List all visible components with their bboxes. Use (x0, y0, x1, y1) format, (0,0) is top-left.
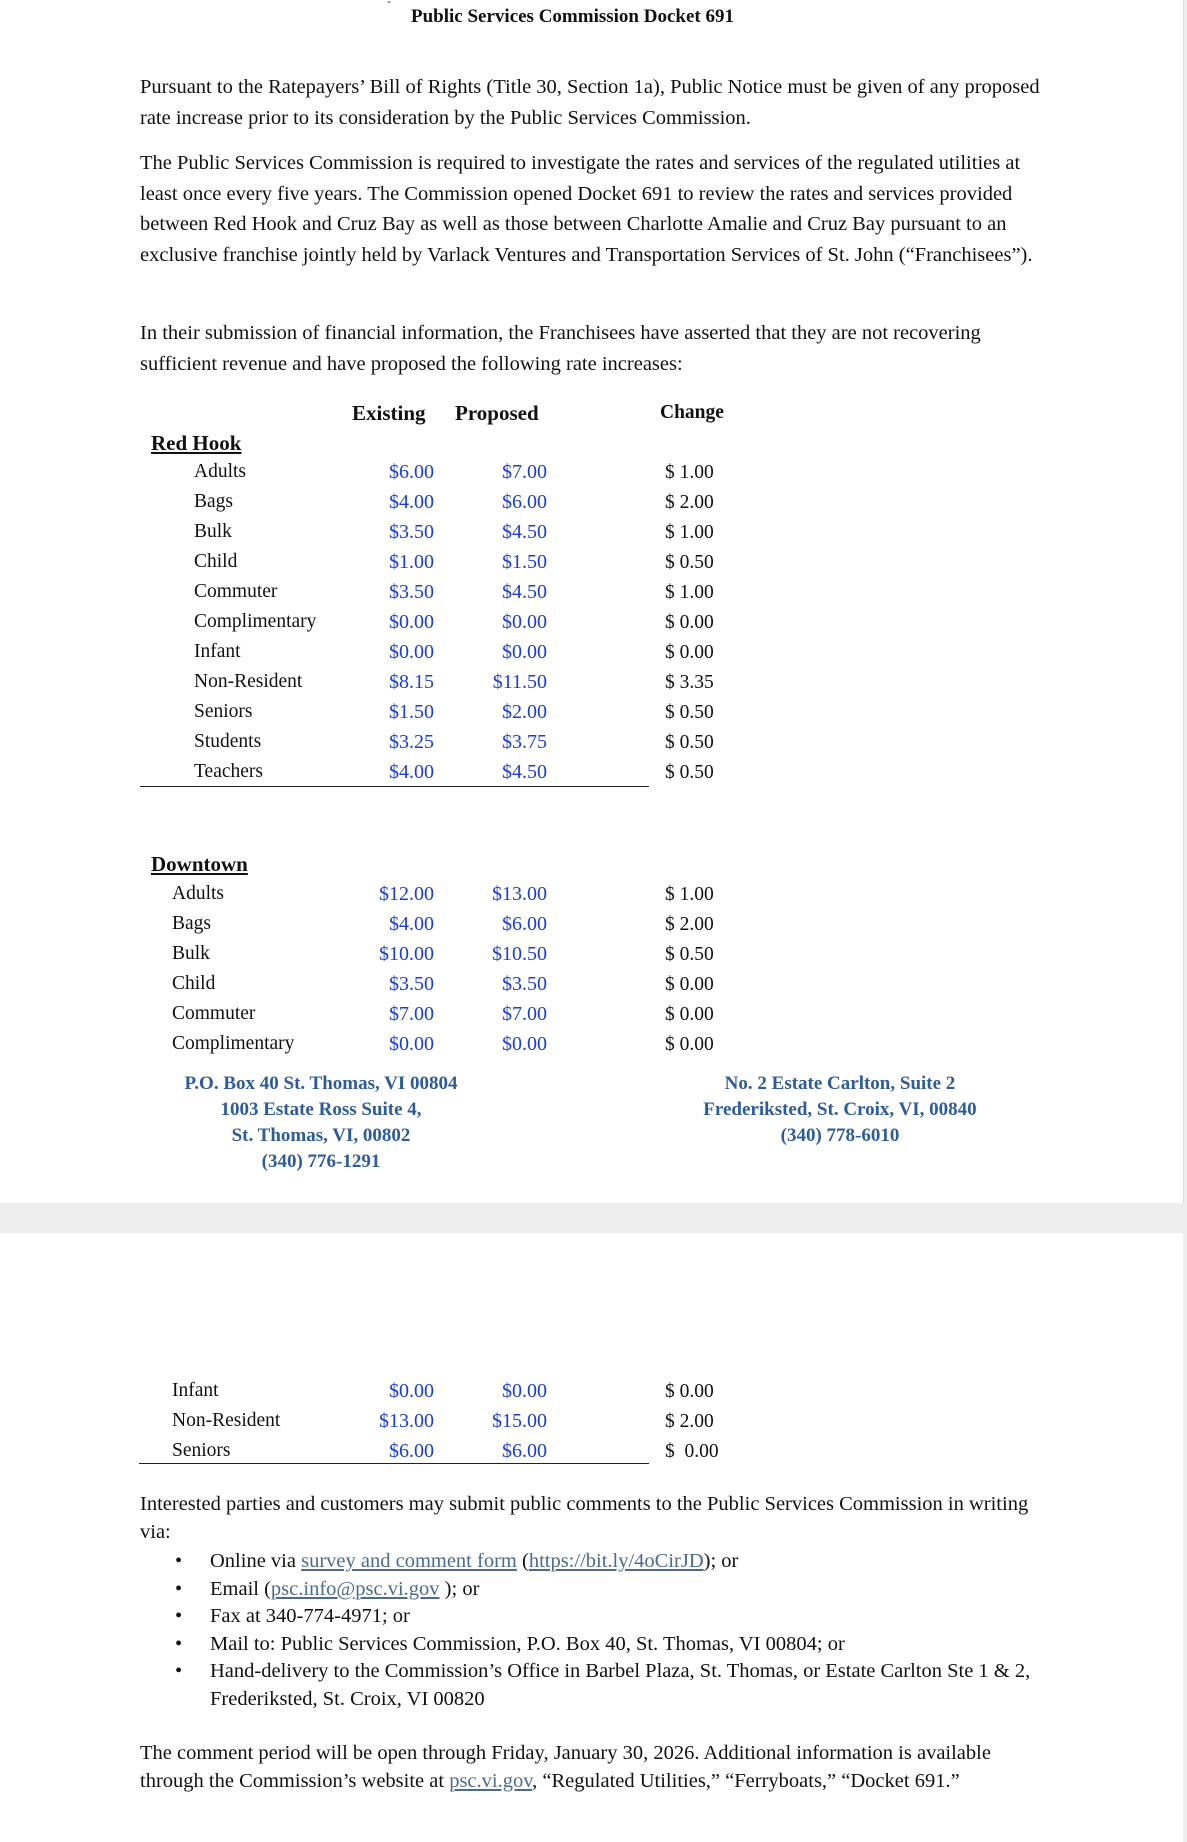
red-hook-row-proposed: $1.50 (502, 551, 547, 573)
downtown-row-proposed: $0.00 (502, 1033, 547, 1055)
online-suffix: ); or (703, 1550, 739, 1572)
footer-address-st-thomas (140, 1071, 502, 1175)
downtown-row-proposed: $6.00 (502, 913, 547, 935)
red-hook-row-proposed: $2.00 (502, 701, 547, 723)
red-hook-row-existing: $3.25 (389, 731, 434, 753)
hand-delivery-text: Hand-delivery to the Commission’s Office in Barbel Plaza, St. Thomas, or Estate Carlton Ste 1 & 2, Frederiksted, St. Croix, VI 00820 (210, 1660, 1031, 1710)
downtown-row-proposed: $10.50 (492, 943, 547, 965)
red-hook-row-existing: $3.50 (389, 521, 434, 543)
header-existing: Existing (352, 401, 426, 425)
downtown-row-label: Complimentary (172, 1033, 295, 1054)
intro-paragraph-2: The Public Services Commission is required to investigate the rates and services of the regulated utilities at least once every five years. The Commission opened Docket 691 to review the rates and services provided between Red Hook and Cruz Bay as well as those between Charlotte Amalie and Cruz Bay pursuant to an exclusive franchise jointly held by Varlack Ventures and Transportation Services of St. John (“Franchisees”). (140, 152, 1033, 266)
red-hook-row-existing: $3.50 (389, 581, 434, 603)
red-hook-row-label: Non-Resident (194, 671, 303, 692)
downtown-row-change: $ 1.00 (665, 884, 714, 905)
red-hook-row-change: $ 0.00 (665, 642, 714, 663)
closing-text: The comment period will be open through Friday, January 30, 2026. Additional information is available through the Commission’s website at (140, 1742, 991, 1792)
page-title: Public Services Commission Docket 691 (411, 6, 734, 27)
downtown-row-label: Child (172, 973, 216, 994)
downtown-row-existing: $4.00 (389, 913, 434, 935)
email-suffix: ); or (439, 1577, 480, 1600)
downtown-row-proposed: $3.50 (502, 973, 547, 995)
red-hook-row-existing: $1.00 (389, 551, 434, 573)
red-hook-row-existing: $6.00 (389, 461, 434, 483)
downtown-row-label: Bags (172, 913, 211, 934)
red-hook-row-change: $ 2.00 (665, 492, 714, 513)
downtown-row-existing: $7.00 (389, 1003, 434, 1025)
red-hook-row-existing: $0.00 (389, 641, 434, 663)
section-downtown: Downtown (151, 852, 248, 876)
downtown-row-proposed: $13.00 (492, 883, 547, 905)
red-hook-row-label: Adults (194, 461, 247, 482)
red-hook-row-label: Bags (194, 491, 233, 512)
red-hook-row-proposed: $3.75 (502, 731, 547, 753)
red-hook-row-proposed: $4.50 (502, 761, 547, 783)
red-hook-row-proposed: $0.00 (502, 611, 547, 633)
downtown-row-label: Commuter (172, 1003, 256, 1024)
downtown-row-change: $ 2.00 (665, 914, 714, 935)
footer-left-line-2: 1003 Estate Ross Suite 4, (220, 1099, 422, 1120)
downtown-row-existing: $0.00 (389, 1380, 434, 1402)
red-hook-row-change: $ 0.50 (665, 732, 714, 753)
footer-address-st-croix (680, 1071, 1000, 1149)
red-hook-row-label: Child (194, 551, 238, 572)
section-red-hook: Red Hook (151, 431, 242, 455)
red-hook-row-change: $ 1.00 (665, 462, 714, 483)
bullet: • (175, 1550, 183, 1572)
footer-left-line-3: St. Thomas, VI, 00802 (231, 1125, 411, 1146)
list-item-fax (140, 1603, 1040, 1631)
red-hook-row-change: $ 3.35 (665, 672, 714, 693)
red-hook-rule (140, 786, 649, 787)
header-change: Change (660, 402, 724, 423)
downtown-row-label: Non-Resident (172, 1410, 281, 1431)
downtown-row-change: $ 0.00 (665, 1004, 714, 1025)
downtown-row-change: $ 0.00 (665, 1381, 714, 1402)
red-hook-row-label: Teachers (194, 761, 264, 782)
intro-paragraph-3: In their submission of financial information, the Franchisees have asserted that they are not recovering sufficient revenue and have proposed the following rate increases: (140, 322, 981, 375)
survey-url-link[interactable]: https://bit.ly/4oCirJD (528, 1550, 704, 1572)
downtown-row-existing: $3.50 (389, 973, 434, 995)
red-hook-row-label: Commuter (194, 581, 278, 602)
red-hook-row-label: Seniors (194, 701, 253, 722)
downtown-row-change: $ 0.50 (665, 944, 714, 965)
red-hook-row-existing: $4.00 (389, 761, 434, 783)
downtown-row-existing: $12.00 (379, 883, 434, 905)
downtown-row-label: Infant (172, 1380, 219, 1401)
red-hook-row-change: $ 1.00 (665, 522, 714, 543)
downtown-row-existing: $6.00 (389, 1440, 434, 1462)
list-item-mail (140, 1631, 1040, 1659)
downtown-row-change: $ 0.00 (665, 1034, 714, 1055)
fax-text: Fax at 340-774-4971; or (210, 1605, 410, 1627)
red-hook-row-change: $ 0.00 (665, 612, 714, 633)
intro-paragraph-1: Pursuant to the Ratepayers’ Bill of Rights (Title 30, Section 1a), Public Notice must be given of any proposed rate increase prior to its consideration by the Public Services Commission. (140, 76, 1040, 129)
bullet: • (175, 1577, 183, 1600)
downtown-row-proposed: $0.00 (502, 1380, 547, 1402)
red-hook-row-change: $ 0.50 (665, 762, 714, 783)
red-hook-row-label: Complimentary (194, 611, 317, 632)
list-item-online (140, 1548, 1040, 1576)
downtown-row-change: $ 2.00 (665, 1411, 714, 1432)
list-item-email (140, 1576, 1040, 1604)
downtown-row-label: Adults (172, 883, 225, 904)
list-item-hand-delivery (140, 1658, 1040, 1713)
footer-left-line-4: (340) 776-1291 (261, 1151, 381, 1172)
red-hook-row-existing: $1.50 (389, 701, 434, 723)
footer-right-line-1: No. 2 Estate Carlton, Suite 2 (724, 1073, 956, 1094)
website-link[interactable]: psc.vi.gov (449, 1769, 533, 1792)
red-hook-row-existing: $4.00 (389, 491, 434, 513)
footer-right-line-2: Frederiksted, St. Croix, VI, 00840 (703, 1099, 977, 1120)
red-hook-row-proposed: $0.00 (502, 641, 547, 663)
downtown-row-existing: $0.00 (389, 1033, 434, 1055)
red-hook-row-change: $ 0.50 (665, 552, 714, 573)
comments-intro: Interested parties and customers may submit public comments to the Public Services Commission in writing via: (140, 1493, 1029, 1543)
email-text: Email ( (210, 1577, 271, 1600)
red-hook-row-existing: $8.15 (389, 671, 434, 693)
mail-text: Mail to: Public Services Commission, P.O. Box 40, St. Thomas, VI 00804; or (210, 1632, 845, 1655)
red-hook-row-proposed: $11.50 (492, 671, 547, 693)
red-hook-row-label: Infant (194, 641, 241, 662)
bullet: • (175, 1605, 183, 1627)
red-hook-row-change: $ 1.00 (665, 582, 714, 603)
closing-suffix: , “Regulated Utilities,” “Ferryboats,” “Docket 691.” (532, 1769, 960, 1792)
red-hook-row-existing: $0.00 (389, 611, 434, 633)
red-hook-row-proposed: $4.50 (502, 521, 547, 543)
survey-link[interactable]: survey and comment form (301, 1550, 517, 1572)
online-text: Online via (210, 1550, 302, 1572)
downtown-row-existing: $10.00 (379, 943, 434, 965)
downtown-row-change: $ 0.00 (665, 974, 714, 995)
red-hook-row-proposed: $6.00 (502, 491, 547, 513)
comment-methods-list (140, 1548, 1040, 1713)
red-hook-row-change: $ 0.50 (665, 702, 714, 723)
downtown-row-proposed: $7.00 (502, 1003, 547, 1025)
footer-right-line-3: (340) 778-6010 (780, 1125, 900, 1146)
downtown-row-proposed: $15.00 (492, 1410, 547, 1432)
online-paren: ( (516, 1550, 529, 1572)
red-hook-row-proposed: $4.50 (502, 581, 547, 603)
downtown-row-proposed: $6.00 (502, 1440, 547, 1462)
red-hook-row-label: Bulk (194, 521, 232, 542)
downtown-rule (139, 1463, 649, 1464)
bullet: • (175, 1632, 183, 1655)
downtown-row-change: $ 0.00 (665, 1441, 719, 1462)
email-link[interactable]: psc.info@psc.vi.gov (270, 1577, 440, 1600)
downtown-row-existing: $13.00 (379, 1410, 434, 1432)
red-hook-row-label: Students (194, 731, 262, 752)
downtown-row-label: Seniors (172, 1440, 231, 1461)
red-hook-row-proposed: $7.00 (502, 461, 547, 483)
header-proposed: Proposed (455, 401, 539, 425)
header-mark: - (387, 0, 391, 8)
downtown-row-label: Bulk (172, 943, 210, 964)
footer-left-line-1: P.O. Box 40 St. Thomas, VI 00804 (184, 1073, 458, 1094)
closing-paragraph (140, 1740, 1040, 1795)
bullet: • (175, 1660, 183, 1682)
